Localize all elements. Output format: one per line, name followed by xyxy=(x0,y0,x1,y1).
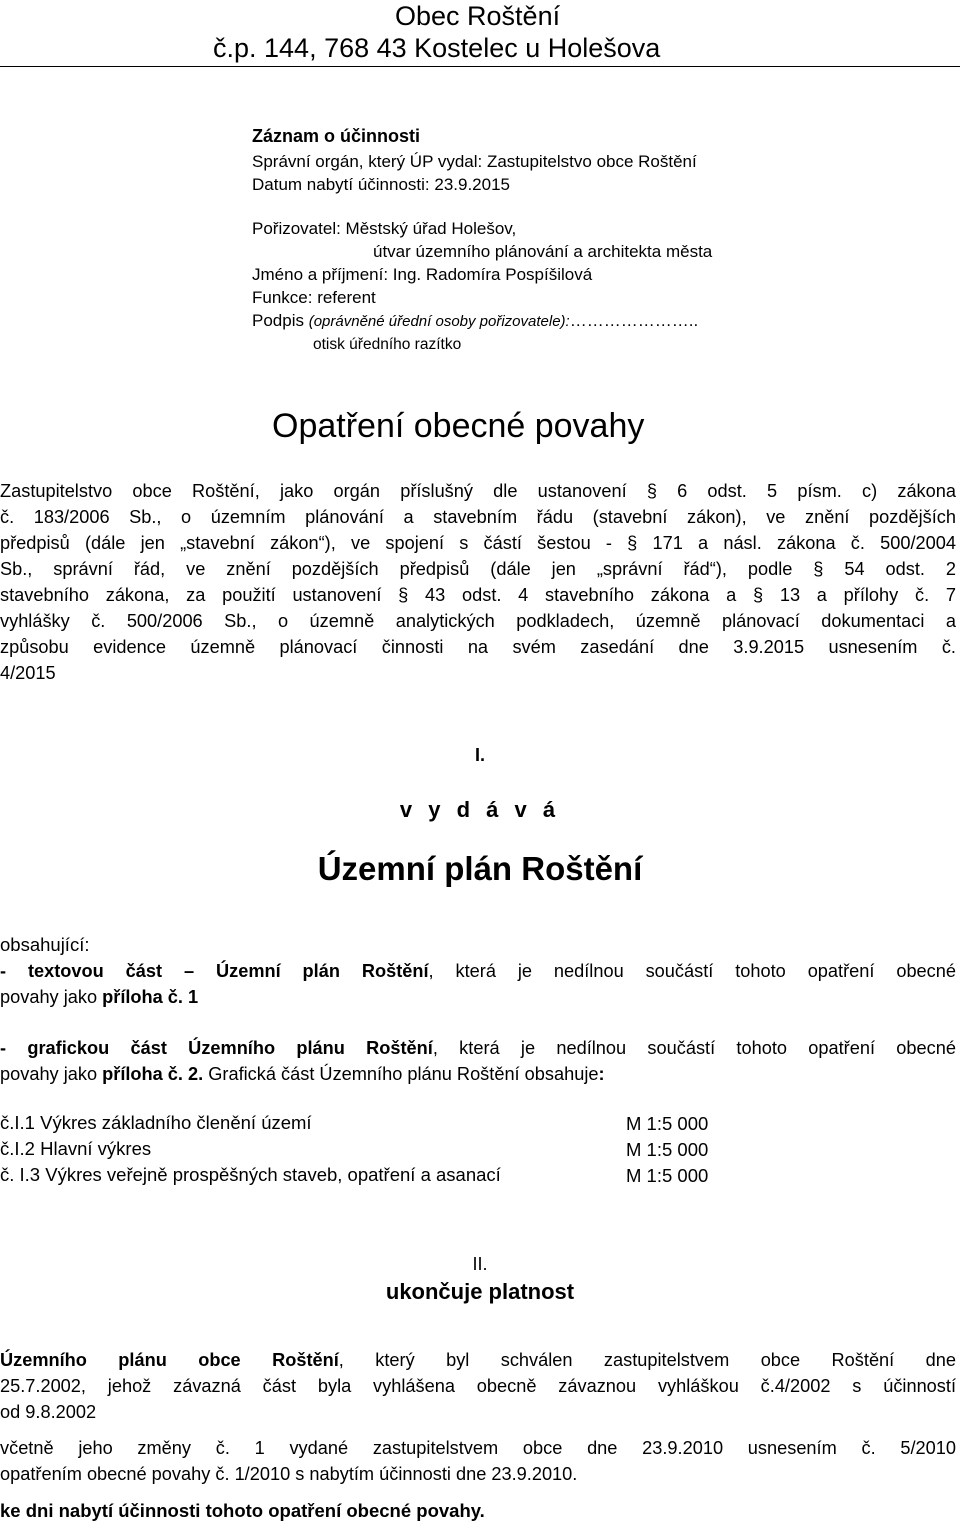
section-2-numeral: II. xyxy=(472,1254,488,1274)
repeal-line: od 9.8.2002 xyxy=(0,1402,97,1422)
intro-line: vyhlášky č. 500/2006 Sb., o územně analytických podkladech, územně plánovací dokumentaci a xyxy=(0,611,956,631)
record-authority: Správní orgán, který ÚP vydal: Zastupitelstvo obce Roštění xyxy=(252,152,697,171)
municipality-name: Obec Roštění xyxy=(395,1,561,31)
record-acquirer-department: útvar územního plánování a architekta města xyxy=(373,242,713,261)
section-1-verb: v y d á v á xyxy=(399,797,561,822)
header-divider xyxy=(0,66,960,67)
signature-hint: (oprávněné úřední osoby pořizovatele): xyxy=(308,313,570,330)
intro-line: Sb., správní řád, ve znění pozdějších předpisů (dále jen „správní řád“), podle § 54 odst. 2 xyxy=(0,559,956,579)
record-signature xyxy=(252,310,698,332)
graphic-part-label: - grafickou část Územního plánu Roštění xyxy=(0,1038,433,1058)
drawing-item xyxy=(0,1136,151,1162)
drawing-name: č.I.1 Výkres základního členění území xyxy=(0,1112,312,1133)
amendment-line: opatřením obecné povahy č. 1/2010 s nabytím účinnosti dne 23.9.2010. xyxy=(0,1464,578,1484)
section-2-verb: ukončuje platnost xyxy=(385,1279,575,1304)
drawing-scale: M 1:5 000 xyxy=(626,1165,709,1186)
signature-line: ………………….. xyxy=(569,311,699,330)
intro-paragraph xyxy=(0,478,956,686)
municipality-address: č.p. 144, 768 43 Kostelec u Holešova xyxy=(213,33,661,63)
repeal-line: Územního plánu obce Roštění, který byl schválen zastupitelstvem obce Roštění dne xyxy=(0,1350,956,1370)
drawing-scale: M 1:5 000 xyxy=(626,1139,709,1160)
record-stamp: otisk úředního razítko xyxy=(313,336,462,353)
amendment-line: včetně jeho změny č. 1 vydané zastupitelstvem obce dne 23.9.2010 usnesením č. 5/2010 xyxy=(0,1438,956,1458)
graphic-part-line: povahy jako příloha č. 2. Grafická část Územního plánu Roštění obsahuje: xyxy=(0,1064,605,1084)
closing-statement: ke dni nabytí účinnosti tohoto opatření obecné povahy. xyxy=(0,1500,485,1521)
text-part-label: - textovou část – Územní plán Roštění xyxy=(0,961,429,981)
drawing-name: č. I.3 Výkres veřejně prospěšných staveb, opatření a asanací xyxy=(0,1164,501,1185)
intro-line: předpisů (dále jen „stavební zákon“), ve spojení s částí šestou - § 171 a násl. zákona č. 500/2004 xyxy=(0,533,956,553)
document-title: Opatření obecné povahy xyxy=(272,407,645,445)
record-function: Funkce: referent xyxy=(252,288,376,307)
repeal-line: 25.7.2002, jehož závazná část byla vyhlášena obecně závaznou vyhláškou č.4/2002 s účinností xyxy=(0,1376,956,1396)
record-acquirer: Pořizovatel: Městský úřad Holešov, xyxy=(252,219,517,238)
plan-title: Územní plán Roštění xyxy=(317,850,643,887)
graphic-part-paragraph xyxy=(0,1035,956,1087)
intro-line: stavebního zákona, za použití ustanovení § 43 odst. 4 stavebního zákona a § 13 a přílohy č. 7 xyxy=(0,585,956,605)
drawing-item xyxy=(0,1110,312,1136)
old-plan-name: Územního plánu obce Roštění xyxy=(0,1350,339,1370)
repeal-paragraph xyxy=(0,1347,956,1425)
contains-label: obsahující: xyxy=(0,934,90,955)
record-effective-date: Datum nabytí účinnosti: 23.9.2015 xyxy=(252,175,510,194)
record-name: Jméno a příjmení: Ing. Radomíra Pospíšilová xyxy=(252,265,593,284)
intro-line: č. 183/2006 Sb., o územním plánování a stavebním řádu (stavební zákon), ve znění pozdějších xyxy=(0,507,956,527)
intro-line: způsobu evidence územně plánovací činnosti na svém zasedání dne 3.9.2015 usnesením č. xyxy=(0,637,956,657)
drawing-item xyxy=(0,1162,501,1188)
intro-line: 4/2015 xyxy=(0,663,56,683)
section-1-numeral: I. xyxy=(474,745,485,765)
intro-line: Zastupitelstvo obce Roštění, jako orgán příslušný dle ustanovení § 6 odst. 5 písm. c) zákona xyxy=(0,481,956,501)
text-part-line: povahy jako příloha č. 1 xyxy=(0,987,199,1007)
amendment-paragraph xyxy=(0,1435,956,1487)
graphic-part-line: - grafickou část Územního plánu Roštění, která je nedílnou součástí tohoto opatření obecné xyxy=(0,1038,956,1058)
text-part-line: - textovou část – Územní plán Roštění, která je nedílnou součástí tohoto opatření obecné xyxy=(0,961,956,981)
attachment-2: příloha č. 2. xyxy=(102,1064,204,1084)
record-heading: Záznam o účinnosti xyxy=(252,126,421,146)
attachment-1: příloha č. 1 xyxy=(102,987,199,1007)
drawing-scale: M 1:5 000 xyxy=(626,1113,709,1134)
drawing-name: č.I.2 Hlavní výkres xyxy=(0,1138,152,1159)
signature-label: Podpis xyxy=(252,311,304,330)
text-part-paragraph xyxy=(0,958,956,1010)
